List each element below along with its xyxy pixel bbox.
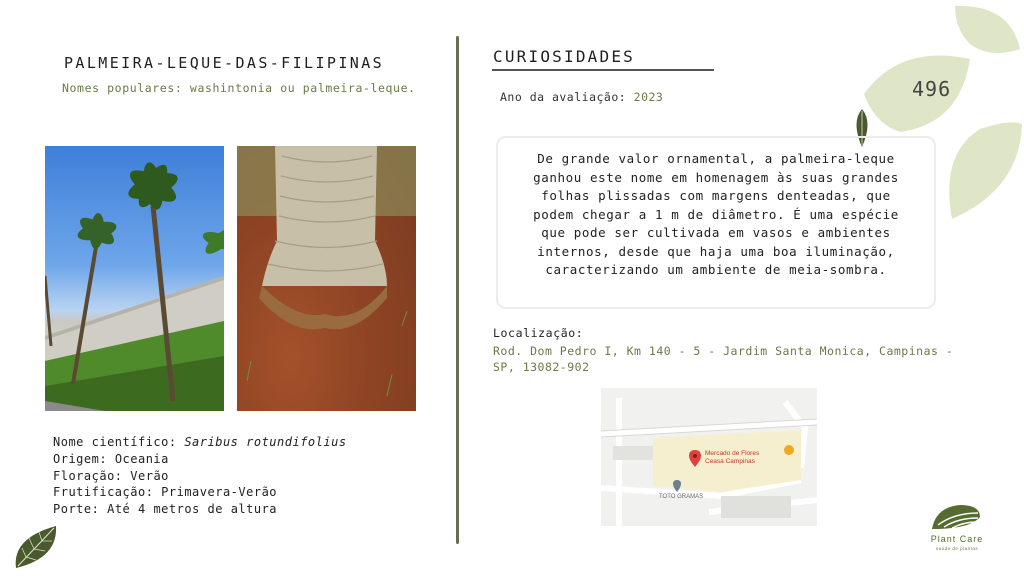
fact-scientific-name: Nome científico: Saribus rotundifolius [53, 435, 347, 449]
year-label: Ano da avaliação: [500, 90, 627, 104]
fact-size: Porte: Até 4 metros de altura [53, 502, 278, 517]
curiosities-underline [492, 69, 714, 71]
record-number: 496 [912, 77, 952, 101]
plant-title: PALMEIRA-LEQUE-DAS-FILIPINAS [64, 54, 385, 72]
year-value: 2023 [633, 90, 664, 104]
location-label: Localização: [493, 326, 584, 340]
location-map [601, 388, 817, 526]
curiosity-text: De grande valor ornamental, a palmeira-leque ganhou este nome em homenagem às suas grandes folhas plissadas com margens denteadas, que podem chegar a 1 m de diâmetro. É uma espécie que pode ser cultivada em vasos e ambientes internos, desde que haja uma boa iluminação, caracterizando um ambiente de meia-sombra. [533, 151, 899, 277]
popular-names-label: Nomes populares: [62, 81, 183, 95]
map-poi-icon [784, 445, 794, 455]
fact-origin: Origem: Oceania [53, 451, 169, 466]
logo-name: Plant Care [930, 534, 984, 544]
logo-tagline: saúde de plantas [935, 546, 979, 551]
map-place-label: Mercado de Flores Ceasa Campinas [705, 450, 760, 465]
leaf-decoration-icon [12, 524, 60, 570]
evaluation-year [500, 90, 663, 104]
curiosities-title: CURIOSIDADES [493, 47, 635, 66]
popular-names [62, 81, 416, 95]
map-secondary-label: TOTO GRAMAS [659, 494, 704, 500]
curiosity-card [496, 136, 936, 309]
plant-facts [53, 434, 347, 518]
palm-trees-photo [45, 146, 224, 411]
fact-flowering: Floração: Verão [53, 468, 169, 483]
fact-fruiting: Frutificação: Primavera-Verão [53, 485, 278, 500]
palm-trunk-photo [237, 146, 416, 411]
plant-care-logo-icon [930, 503, 982, 533]
location-address: Rod. Dom Pedro I, Km 140 - 5 - Jardim Santa Monica, Campinas - SP, 13082-902 [493, 344, 954, 374]
popular-names-value: washintonia ou palmeira-leque. [189, 81, 416, 95]
column-divider [456, 36, 459, 544]
